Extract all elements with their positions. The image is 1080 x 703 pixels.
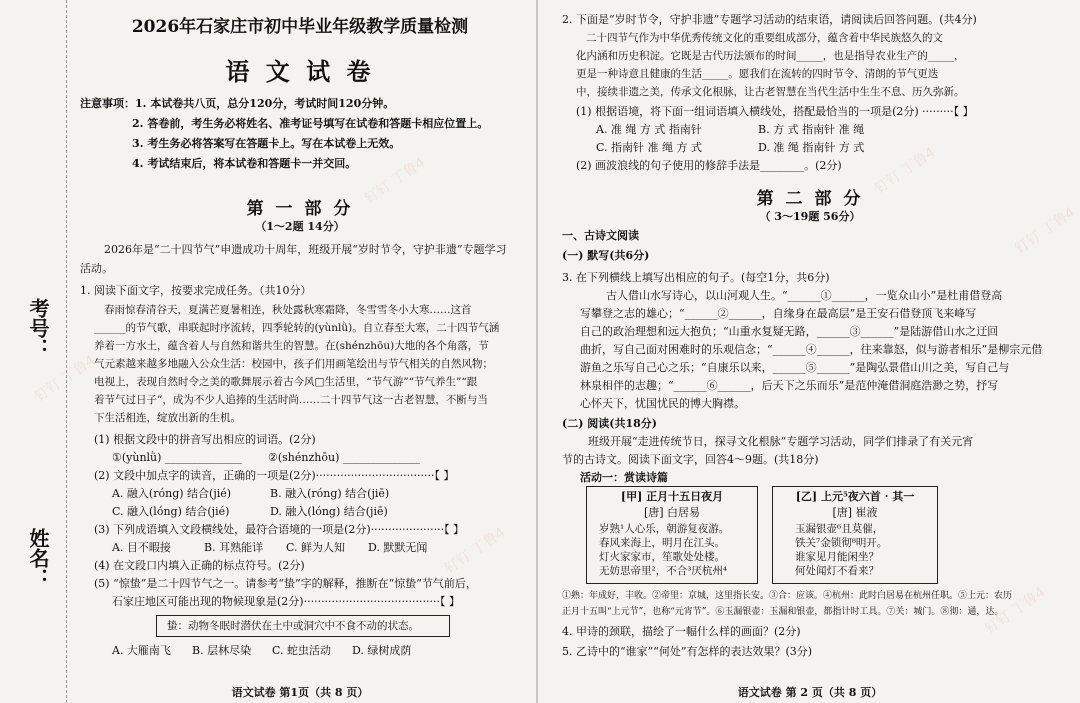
q1-blank-2: ②(shénzhōu) ______________ bbox=[268, 451, 420, 464]
q1-passage-line: 着节气过日子”，成为不少人追捧的生活时尚……二十四节气这一古老智慧，不断与当 bbox=[94, 394, 488, 406]
q3-line: 写攀登之志的雄心；“______②______，自缘身在最高层”是王安石借登顶飞来峰写 bbox=[580, 307, 977, 320]
read-intro-line: 班级开展“走进传统节日，探寻文化根脉”专题学习活动，同学们排录了有关元宵 bbox=[588, 435, 974, 448]
note-line: 3. 考生务必将答案写在答题卡上。写在本试卷上无效。 bbox=[132, 137, 401, 150]
poem-a-line: 岁熟¹人心乐，朝游复夜游。 bbox=[599, 523, 730, 535]
page-footer: 语文试卷 第1页（共 8 页） bbox=[231, 686, 369, 699]
poem-a-line: 春风来海上，明月在江头。 bbox=[599, 537, 725, 549]
poem-b-line: 何处闻灯不看来？ bbox=[795, 565, 879, 577]
q2-passage-line: 二十四节气作为中华优秀传统文化的重要组成部分，蕴含着中华民族悠久的文 bbox=[586, 32, 943, 44]
note-line: 注意事项：1. 本试卷共八页，总分120分，考试时间120分钟。 bbox=[80, 97, 395, 110]
q2-option: C. 指南针 准 绳 方 式 bbox=[596, 141, 703, 154]
q1-sub5-line1: (5) “惊蛰”是二十四节气之一。请参考“蛰”字的解释，推断在“惊蛰”节气前后， bbox=[94, 577, 477, 590]
q1-sub2: (2) 文段中加点字的读音，正确的一项是(2分)··································【 】 bbox=[94, 469, 455, 482]
poem-a-line: 灯火家家市，笙歌处处楼。 bbox=[599, 551, 725, 563]
q1-sub4: (4) 在文段口内填入正确的标点符号。(2分) bbox=[94, 559, 305, 572]
q2-option: B. 方 式 指南针 准 绳 bbox=[758, 123, 865, 136]
q1-sub3: (3) 下列成语填入文段横线处，最符合语境的一项是(2分)·····················【 】 bbox=[94, 523, 465, 536]
q3-line: 心怀天下，忧国忧民的博大胸襟。 bbox=[580, 397, 745, 410]
name-label: 姓名： bbox=[26, 528, 50, 588]
q1-sub5-line2: 石家庄地区可能出现的物候现象是(2分)·······································【 】 bbox=[112, 595, 460, 608]
poem-b-line: 铁关⁷金锁彻⁸明开。 bbox=[795, 537, 888, 549]
watermark: 钉钉 丁鲁4 bbox=[442, 524, 509, 578]
part2-range: （ 3～19题 56分） bbox=[759, 210, 861, 223]
paper-title: 语 文 试 卷 bbox=[225, 57, 375, 86]
intro-line: 2026年是“二十四节气”申遗成功十周年，班级开展“岁时节令，守护非遗”专题学习 bbox=[104, 243, 507, 256]
watermark: 钉钉 丁鲁4 bbox=[32, 352, 99, 406]
footnote-line: 正月十五叫“上元节”，也称“元宵节”。⑥玉漏银壶：玉漏和银壶，都指计时工具。⑦关：城门。⑧彻：通，达。 bbox=[562, 607, 1004, 617]
section-heading: 一、古诗文阅读 bbox=[562, 229, 639, 242]
q1-passage-line: 下生活相连，绽放出新的生机。 bbox=[94, 412, 241, 424]
q1-option: C. 蛇虫活动 bbox=[272, 644, 332, 657]
read-intro-line: 节的古诗文。阅读下面文字，回答4～9题。(共18分) bbox=[562, 453, 819, 466]
watermark: 钉钉 丁鲁4 bbox=[982, 584, 1049, 638]
q1-passage-line: 春雨惊春清谷天，夏满芒夏暑相连，秋处露秋寒霜降，冬雪雪冬小大寒……这首 bbox=[104, 304, 472, 316]
note-line: 4. 考试结束后，将本试卷和答题卡一并交回。 bbox=[132, 157, 357, 170]
q2-sub1: (1) 根据语境，将下面一组词语填入横线处，搭配最恰当的一项是(2分) ·········【 】 bbox=[576, 105, 974, 118]
part1-title: 第 一 部 分 bbox=[246, 199, 354, 219]
part2-title: 第 二 部 分 bbox=[756, 189, 864, 209]
q1-option: B. 层林尽染 bbox=[192, 644, 252, 657]
q1-passage-line: 养着一方水土，蕴含着人与自然和谐共生的智慧。在(shénzhōu)大地的各个角落，节 bbox=[94, 340, 489, 352]
q2-passage-line: 更是一种诗意且健康的生活_____。愿我们在流转的四时节令、清朗的节气更迭 bbox=[576, 68, 939, 80]
definition-box bbox=[156, 615, 450, 637]
watermark: 钉钉 丁鲁4 bbox=[1012, 204, 1079, 258]
intro-line: 活动。 bbox=[80, 262, 113, 275]
poem-b-line: 玉漏银壶⁶且莫催， bbox=[795, 523, 884, 535]
page-2 bbox=[540, 0, 1080, 703]
q1-option: D. 默默无闻 bbox=[368, 541, 428, 554]
q1-option: D. 绿树成荫 bbox=[352, 644, 412, 657]
q1-option: C. 融入(lóng) 结合(jié) bbox=[112, 505, 230, 518]
footnote-line: ①熟：年成好，丰收。②帝里：京城，这里指长安。③合：应该。④杭州：此时白居易在杭州任职。⑤上元：农历 bbox=[562, 591, 1013, 601]
poem-a-box bbox=[586, 486, 758, 584]
q1-option: B. 耳熟能详 bbox=[204, 541, 264, 554]
q1-blank-1: ①(yùnlǜ) ______________ bbox=[112, 451, 242, 464]
activity-heading: 活动一：赏读诗篇 bbox=[580, 471, 668, 484]
note-line: 2. 答卷前，考生务必将姓名、准考证号填写在试卷和答题卡相应位置上。 bbox=[132, 117, 489, 130]
q5-stem: 5. 乙诗中的“谁家”“何处”有怎样的表达效果？(3分) bbox=[562, 645, 813, 658]
watermark: 钉钉 丁鲁4 bbox=[872, 144, 939, 198]
subsection-heading: (一) 默写(共6分) bbox=[562, 249, 650, 262]
watermark: 钉钉 丁鲁4 bbox=[362, 154, 429, 208]
exam-title: 2026年石家庄市初中毕业年级教学质量检测 bbox=[131, 17, 469, 37]
page-footer: 语文试卷 第 2 页（共 8 页） bbox=[737, 686, 883, 699]
q3-stem: 3. 在下列横线上填写出相应的句子。(每空1分，共6分) bbox=[562, 271, 830, 284]
q2-option: D. 准 绳 指南针 方 式 bbox=[758, 141, 865, 154]
poem-a-author: [唐] 白居易 bbox=[643, 506, 701, 519]
subsection-heading: (二) 阅读(共18分) bbox=[562, 417, 657, 430]
q2-passage-line: 化内涵和历史积淀。它既是古代历法颁布的时间_____，也是指导农业生产的_____， bbox=[576, 50, 965, 62]
q1-stem: 1. 阅读下面文字，按要求完成任务。（共10分） bbox=[80, 284, 312, 297]
poem-b-box bbox=[772, 486, 938, 584]
q2-passage-line: 中，接续非遗之美，传承文化根脉，让古老智慧在当代生活中生生不息、历久弥新。 bbox=[576, 86, 965, 98]
q1-option: A. 大雁南飞 bbox=[112, 644, 171, 657]
definition-text: 蛰：动物冬眠时潜伏在土中或洞穴中不食不动的状态。 bbox=[167, 620, 419, 632]
poem-b-line: 谁家见月能闲坐？ bbox=[795, 551, 879, 563]
q1-option: A. 目不暇接 bbox=[112, 541, 171, 554]
poem-b-author: [唐] 崔液 bbox=[832, 506, 878, 519]
poem-a-line: 无妨思帝里²，不合³厌杭州⁴ bbox=[599, 565, 728, 577]
exam-number-label: 考号： bbox=[26, 298, 50, 358]
poem-a-title: [甲] 正月十五日夜月 bbox=[620, 490, 724, 503]
part1-range: （1～2题 14分） bbox=[255, 220, 345, 233]
poem-b-title: [乙] 上元⁵夜六首 · 其一 bbox=[795, 490, 915, 503]
q1-option: C. 鲜为人知 bbox=[286, 541, 346, 554]
q1-option: D. 融入(lóng) 结合(jiē) bbox=[270, 505, 388, 518]
q1-passage-line: 气元素越来越多地融入公众生活：校园中，孩子们用画笔绘出与节气相关的自然风物； bbox=[94, 358, 493, 370]
q1-option: B. 融入(róng) 结合(jiē) bbox=[270, 487, 390, 500]
q3-line: 自己的政治理想和远大抱负；“山重水复疑无路，______③______”是陆游借山水之迂回 bbox=[580, 325, 999, 338]
binding-margin bbox=[6, 0, 67, 703]
q3-line: 古人借山水写诗心，以山河观人生。“______①______，一览众山小”是杜甫借登高 bbox=[606, 289, 1003, 302]
q4-stem: 4. 甲诗的颈联，描绘了一幅什么样的画面？(2分) bbox=[562, 625, 801, 638]
q2-option: A. 准 绳 方 式 指南针 bbox=[596, 123, 702, 136]
q1-option: A. 融入(róng) 结合(jié) bbox=[112, 487, 232, 500]
q2-sub2: (2) 画波浪线的句子使用的修辞手法是________。(2分) bbox=[576, 159, 842, 172]
q3-line: 游鱼之乐写自己心之乐；“自康乐以来，______⑤______”是陶弘景借山川之美，写自己与 bbox=[580, 361, 1010, 374]
q3-line: 曲折，写自己面对困难时的乐观信念；“______④______，往来靠怒，似与游者相乐”是柳宗元借 bbox=[580, 343, 1043, 356]
q3-line: 林泉相伴的志趣；“______⑥______，后天下之乐而乐”是范仲淹借洞庭浩渺之势，抒写 bbox=[580, 379, 999, 392]
q1-passage-line: ______的节气歌，串联起时序流转，四季轮转的(yùnlǜ)。自立春至大寒，二十四节气涵 bbox=[94, 322, 500, 334]
q2-stem: 2. 下面是“岁时节令，守护非遗”专题学习活动的结束语，请阅读后回答问题。(共4分) bbox=[562, 13, 977, 26]
q1-sub1: (1) 根据文段中的拼音写出相应的词语。(2分) bbox=[94, 433, 316, 446]
q1-passage-line: 电视上，表现自然时令之美的歌舞展示着古今风□生活里，“节气游”“节气养生”“跟 bbox=[94, 376, 478, 388]
